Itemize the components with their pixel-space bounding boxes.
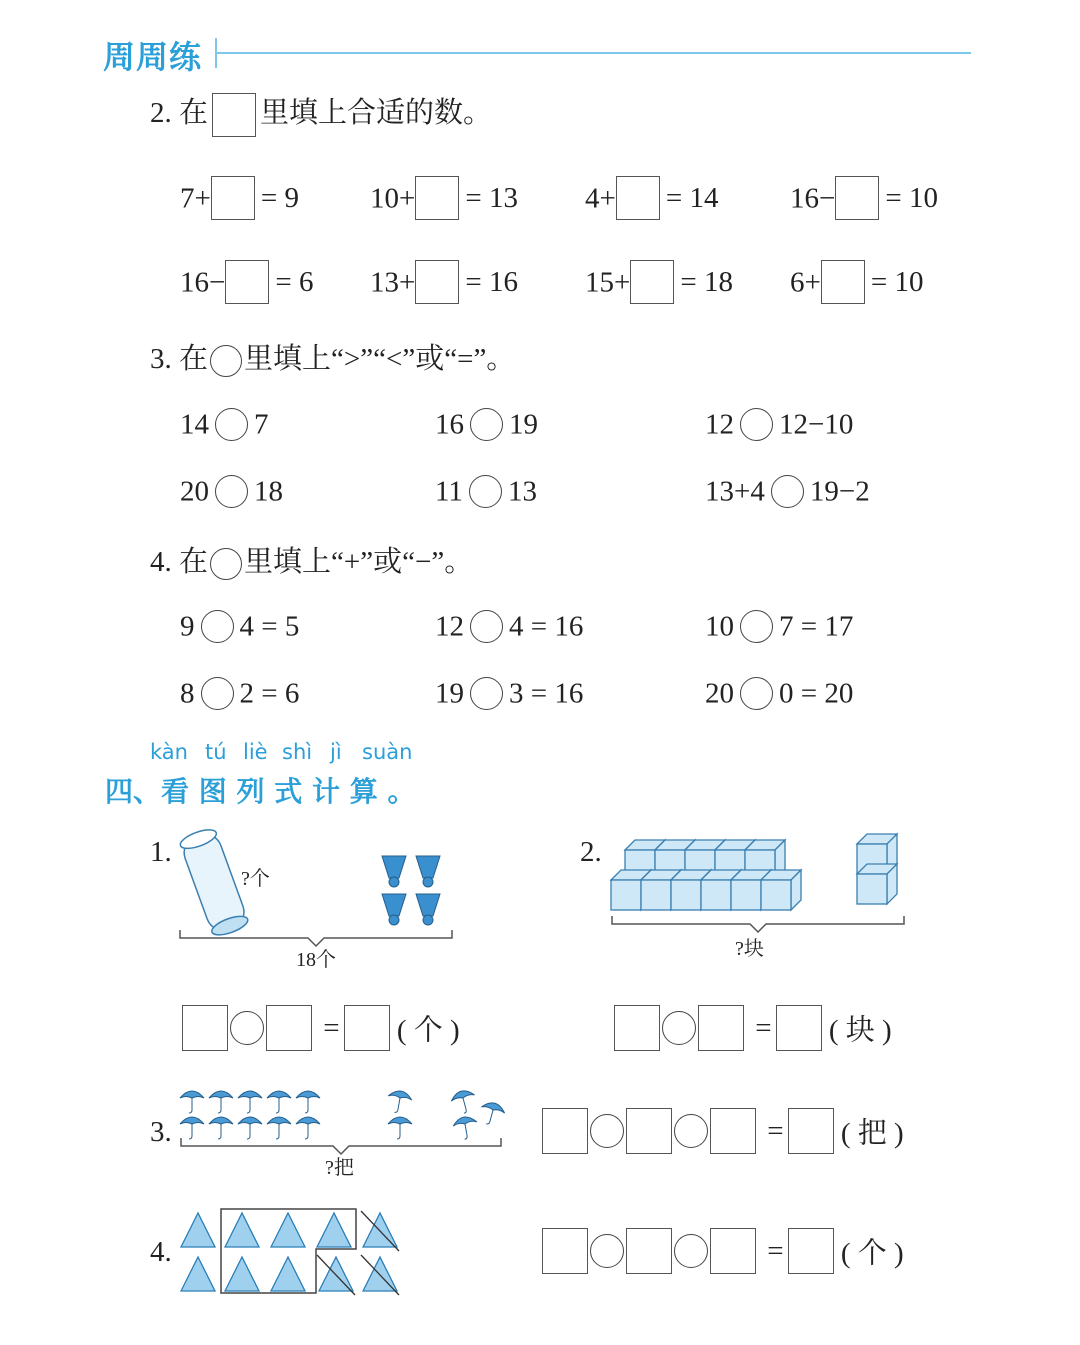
p4-number: 4. <box>150 1236 172 1268</box>
p3-answer-circle[interactable] <box>674 1114 708 1148</box>
q2-left-operand: 16− <box>180 266 226 299</box>
p1-unit: ( 个 ) <box>396 1014 460 1047</box>
cube-face <box>611 880 641 910</box>
p2-number: 2. <box>580 836 602 868</box>
pinyin-syllable: liè <box>243 740 268 764</box>
p3-brace <box>181 1138 501 1154</box>
q3-right: 7 <box>254 408 269 441</box>
q2-left-operand: 10+ <box>370 182 416 215</box>
q4-answer-circle[interactable] <box>201 677 234 710</box>
q3-right: 19 <box>509 408 538 441</box>
q3-left: 14 <box>180 408 209 441</box>
q4-instruction <box>150 539 473 580</box>
q2-answer-box[interactable] <box>415 260 459 304</box>
umbrella-icon <box>267 1117 291 1139</box>
q4-right: 7 = 17 <box>779 610 854 643</box>
umbrella-icon <box>267 1091 291 1113</box>
q2-result: = 6 <box>275 266 314 299</box>
umbrella-icon <box>388 1117 412 1139</box>
p4-answer-box[interactable] <box>788 1228 834 1274</box>
header-rule <box>215 52 971 54</box>
q4-left: 19 <box>435 677 464 710</box>
p1-question-label: ?个 <box>241 868 270 890</box>
q2-equation <box>370 173 518 221</box>
p2-answer-row <box>614 1005 892 1051</box>
q4-left: 12 <box>435 610 464 643</box>
umbrella-icon <box>296 1117 320 1139</box>
q3-item <box>435 466 537 514</box>
cube-face <box>701 880 731 910</box>
q2-result: = 14 <box>665 182 719 215</box>
q4-item <box>705 601 853 649</box>
q4-answer-circle[interactable] <box>470 677 503 710</box>
q3-answer-circle[interactable] <box>215 408 248 441</box>
p3-answer-circle[interactable] <box>590 1114 624 1148</box>
q4-answer-circle[interactable] <box>740 610 773 643</box>
q2-answer-box[interactable] <box>415 176 459 220</box>
p4-answer-circle[interactable] <box>590 1234 624 1268</box>
q2-equation <box>180 257 313 305</box>
q2-answer-box[interactable] <box>821 260 865 304</box>
p2-illustration <box>605 832 910 964</box>
shuttlecock-icon <box>382 856 440 925</box>
triangle-icon <box>181 1213 215 1247</box>
p3-total-label: ?把 <box>325 1157 354 1178</box>
p2-unit: ( 块 ) <box>828 1014 892 1047</box>
p3-illustration <box>175 1082 515 1178</box>
q4-item <box>435 601 583 649</box>
p3-equals: = <box>767 1114 784 1147</box>
q2-number: 2. <box>150 97 172 129</box>
p2-answer-box[interactable] <box>614 1005 660 1051</box>
q2-answer-box[interactable] <box>225 260 269 304</box>
q2-equation <box>585 257 733 305</box>
section-title: 四、看 图 列 式 计 算 。 <box>105 775 416 808</box>
cube-face <box>731 880 761 910</box>
q2-result: = 9 <box>260 182 299 215</box>
p3-number: 3. <box>150 1116 172 1148</box>
q3-right: 13 <box>507 475 537 508</box>
p4-answer-box[interactable] <box>542 1228 588 1274</box>
q2-left-operand: 7+ <box>180 182 211 215</box>
p3-answer-box[interactable] <box>542 1108 588 1154</box>
pinyin-syllable: kàn <box>150 740 188 764</box>
q3-left: 16 <box>435 408 464 441</box>
q4-prefix: 在 <box>179 546 209 578</box>
p3-answer-box[interactable] <box>710 1108 756 1154</box>
umbrella-icon <box>180 1117 204 1139</box>
q3-left: 11 <box>435 475 463 508</box>
q4-item <box>435 668 583 716</box>
umbrella-icon <box>296 1091 320 1113</box>
cube-face <box>857 874 887 904</box>
q4-suffix: 里填上“+”或“−”。 <box>244 546 474 578</box>
q4-right: 4 = 5 <box>239 610 300 643</box>
q2-left-operand: 13+ <box>370 266 416 299</box>
q3-answer-circle[interactable] <box>469 475 502 508</box>
pinyin-syllable: suàn <box>362 740 413 764</box>
q4-right: 2 = 6 <box>239 677 300 710</box>
q2-left-operand: 4+ <box>585 182 616 215</box>
p1-number: 1. <box>150 836 172 868</box>
p1-answer-row <box>182 1005 460 1051</box>
q4-answer-circle[interactable] <box>201 610 234 643</box>
umbrella-icon <box>209 1091 233 1113</box>
triangle-icons <box>181 1211 399 1295</box>
q4-answer-circle[interactable] <box>740 677 773 710</box>
q3-left: 12 <box>705 408 734 441</box>
cube-blocks <box>611 834 897 910</box>
q2-result: = 10 <box>870 266 924 299</box>
q3-right: 19−2 <box>809 475 870 508</box>
q2-equation <box>585 173 718 221</box>
q4-left: 20 <box>705 677 734 710</box>
p2-brace <box>612 916 904 932</box>
q2-answer-box[interactable] <box>211 176 255 220</box>
q3-sample-circle <box>210 345 242 377</box>
p1-answer-circle[interactable] <box>230 1011 264 1045</box>
triangle-icon <box>225 1257 259 1291</box>
p2-answer-box[interactable] <box>698 1005 744 1051</box>
q2-result: = 13 <box>465 182 518 215</box>
q3-suffix: 里填上“>”“<”或“=”。 <box>244 343 516 375</box>
q3-item <box>180 399 269 447</box>
q3-item <box>705 399 853 447</box>
q3-instruction <box>150 336 515 377</box>
q3-item <box>180 466 283 514</box>
cube-face <box>761 880 791 910</box>
q2-result: = 18 <box>680 266 733 299</box>
shuttlecock-tube-icon <box>178 826 250 939</box>
q2-equation <box>180 173 299 221</box>
triangle-icon <box>181 1257 215 1291</box>
umbrella-icon <box>238 1117 262 1139</box>
q2-left-operand: 16− <box>790 182 836 215</box>
p4-illustration <box>175 1205 405 1300</box>
pinyin-syllable: jì <box>330 740 342 764</box>
p1-illustration <box>175 822 465 972</box>
umbrella-icon <box>180 1091 204 1113</box>
umbrella-icon <box>209 1117 233 1139</box>
umbrella-icon <box>450 1088 479 1115</box>
triangle-icon <box>317 1213 351 1247</box>
q2-answer-box[interactable] <box>835 176 879 220</box>
q4-answer-circle[interactable] <box>470 610 503 643</box>
q2-answer-box[interactable] <box>616 176 660 220</box>
q3-right: 12−10 <box>779 408 854 441</box>
q2-suffix: 里填上合适的数。 <box>260 97 493 129</box>
q3-prefix: 在 <box>179 343 209 375</box>
p1-answer-box[interactable] <box>266 1005 312 1051</box>
p1-answer-box[interactable] <box>182 1005 228 1051</box>
q2-equation <box>370 257 518 305</box>
cube-face <box>641 880 671 910</box>
p4-equals: = <box>767 1234 784 1267</box>
p2-answer-box[interactable] <box>776 1005 822 1051</box>
q4-left: 10 <box>705 610 734 643</box>
q3-left: 20 <box>180 475 209 508</box>
q3-answer-circle[interactable] <box>740 408 773 441</box>
q2-left-operand: 6+ <box>790 266 821 299</box>
triangle-icon <box>271 1257 305 1291</box>
q4-item <box>180 601 299 649</box>
q3-number: 3. <box>150 343 172 375</box>
q4-item <box>180 668 299 716</box>
q3-answer-circle[interactable] <box>470 408 503 441</box>
p2-equals: = <box>755 1011 772 1044</box>
q2-left-operand: 15+ <box>585 266 631 299</box>
q3-right: 18 <box>254 475 283 508</box>
cube-face <box>671 880 701 910</box>
umbrella-icon <box>386 1089 413 1115</box>
q4-left: 8 <box>180 677 195 710</box>
p2-answer-circle[interactable] <box>662 1011 696 1045</box>
q2-answer-box[interactable] <box>630 260 674 304</box>
umbrella-icons <box>180 1088 506 1141</box>
p3-answer-box[interactable] <box>626 1108 672 1154</box>
q3-item <box>435 399 538 447</box>
p3-answer-row <box>542 1108 904 1154</box>
q2-instruction <box>150 90 492 137</box>
triangle-icon <box>225 1213 259 1247</box>
p4-answer-circle[interactable] <box>674 1234 708 1268</box>
q3-answer-circle[interactable] <box>771 475 804 508</box>
q4-left: 9 <box>180 610 195 643</box>
q2-result: = 10 <box>885 182 938 215</box>
triangle-icon <box>271 1213 305 1247</box>
umbrella-icon <box>452 1115 479 1141</box>
p4-answer-box[interactable] <box>710 1228 756 1274</box>
umbrella-icon <box>478 1100 507 1127</box>
q2-sample-box <box>212 93 256 137</box>
q4-sample-circle <box>210 548 242 580</box>
pinyin-syllable: shì <box>282 740 313 764</box>
p4-answer-box[interactable] <box>626 1228 672 1274</box>
page-header-title: 周周练 <box>103 38 203 76</box>
q2-prefix: 在 <box>179 97 209 129</box>
p2-total-label: ?块 <box>735 938 764 960</box>
q4-item <box>705 668 853 716</box>
p3-unit: ( 把 ) <box>840 1117 904 1150</box>
p1-equals: = <box>323 1011 340 1044</box>
q4-right: 0 = 20 <box>779 677 854 710</box>
p4-unit: ( 个 ) <box>840 1237 904 1270</box>
q2-result: = 16 <box>465 266 518 299</box>
pinyin-syllable: tú <box>205 740 227 764</box>
umbrella-icon <box>238 1091 262 1113</box>
q3-answer-circle[interactable] <box>215 475 248 508</box>
q3-left: 13+4 <box>705 475 765 508</box>
q4-right: 4 = 16 <box>509 610 584 643</box>
q4-right: 3 = 16 <box>509 677 584 710</box>
p3-answer-box[interactable] <box>788 1108 834 1154</box>
p1-answer-box[interactable] <box>344 1005 390 1051</box>
q4-number: 4. <box>150 546 172 578</box>
p1-total-label: 18个 <box>296 949 336 971</box>
p4-answer-row <box>542 1228 904 1274</box>
q3-item <box>705 466 870 514</box>
q2-equation <box>790 257 923 305</box>
q2-equation <box>790 173 938 221</box>
